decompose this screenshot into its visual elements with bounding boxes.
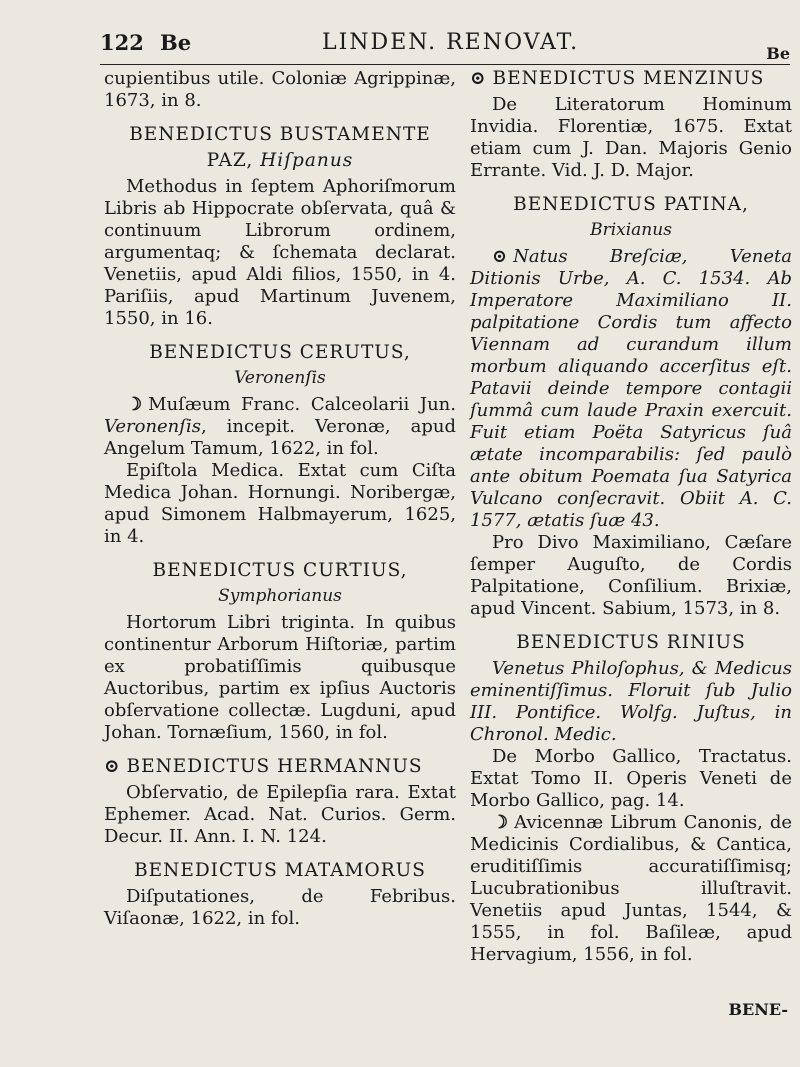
- continued-entry-text: cupientibus utile. Coloniæ Agrippinæ, 1673, in 8.: [104, 68, 456, 111]
- entry-text-part: , incepit. Veronæ, apud Angelum Tamum, 1622, in fol.: [104, 416, 456, 459]
- entry-text: Obſervatio, de Epilepſia rara. Extat Ephemer. Acad. Nat. Curios. Germ. Decur. II. Ann. I. N. 124.: [104, 782, 456, 847]
- entry-origin: Symphorianus: [218, 586, 342, 606]
- left-column: [104, 68, 456, 930]
- header-right-abbreviation: Be: [766, 44, 790, 63]
- entry-bustamente: [104, 124, 456, 330]
- entry-text: [470, 812, 792, 966]
- entry-patina: [470, 194, 792, 620]
- entry-biography: [470, 246, 792, 532]
- page-title: LINDEN. RENOVAT.: [322, 30, 580, 55]
- entry-text: [104, 394, 456, 460]
- moon-mark-icon: ☽: [126, 394, 143, 415]
- sun-mark-icon: ⊙: [470, 68, 487, 89]
- moon-mark-icon: ☽: [492, 812, 509, 833]
- entry-rinius: [470, 632, 792, 966]
- entry-text: Diſputationes, de Febribus. Viſaonæ, 1622, in fol.: [104, 886, 456, 929]
- entry-menzinus: [470, 68, 792, 182]
- entry-text: Methodus in ſeptem Aphoriſmorum Libris ab Hippocrate obſervata, quâ & continuum Librorum ordinem, argumentaq; & ſchemata declarat. Venetiis, apud Aldi filios, 1550, in 4. Pariſiis, apud Martinum Juvenem, 1550, in 16.: [104, 176, 456, 329]
- header-abbreviation: Be: [160, 30, 192, 55]
- entry-matamorus: [104, 860, 456, 930]
- entry-hermannus: [104, 756, 456, 848]
- entry-origin: Brixianus: [590, 220, 672, 240]
- sun-mark-icon: ⊙: [492, 246, 508, 267]
- entry-heading: BENEDICTUS HERMANNUS: [126, 756, 423, 777]
- entry-heading-line: [470, 68, 792, 90]
- entry-text-part: Muſæum Franc. Calceolarii Jun.: [148, 394, 456, 415]
- entry-origin: Hiſpanus: [260, 150, 354, 171]
- entry-heading: BENEDICTUS PATINA,: [513, 194, 749, 215]
- entry-heading-line: [104, 756, 456, 778]
- entry-text: Hortorum Libri triginta. In quibus continentur Arborum Hiſtoriæ, partim ex probatiſſimis quibusque Auctoribus, partim ex ipſius Auctoris obſervatione collectæ. Lugduni, apud Johan. Tornæſium, 1560, in fol.: [104, 612, 456, 743]
- entry-biography: Venetus Philoſophus, & Medicus eminentiſſimus. Floruit ſub Julio III. Pontifice. Wolfg. Juſtus, in Chronol. Medic.: [470, 658, 792, 745]
- entry-heading: BENEDICTUS MATAMORUS: [134, 860, 426, 881]
- entry-text: De Morbo Gallico, Tractatus. Extat Tomo II. Operis Veneti de Morbo Gallico, pag. 14.: [470, 746, 792, 811]
- sun-mark-icon: ⊙: [104, 756, 121, 777]
- entry-biography-text: Natus Breſciæ, Veneta Ditionis Urbe, A. C. 1534. Ab Imperatore Maximiliano II. palpitatione Cordis tum affecto Viennam ad curandum illum morbum aliquando accerſitus eſt. Patavii deinde tempore contagii ſummâ cum laude Praxin exercuit. Fuit etiam Poëta Satyricus ſuâ ætate incomparabilis: ſed paulò ante obitum Poemata ſua Satyrica Vulcano conſecravit. Obiit A. C. 1577, ætatis ſuæ 43.: [470, 246, 792, 531]
- entry-cerutus: [104, 342, 456, 548]
- entry-heading: BENEDICTUS CURTIUS,: [152, 560, 408, 581]
- running-head: [100, 30, 790, 65]
- entry-heading: BENEDICTUS CERUTUS,: [149, 342, 411, 363]
- entry-heading: BENEDICTUS BUSTAMENTE: [129, 124, 431, 145]
- entry-heading: BENEDICTUS MENZINUS: [492, 68, 765, 89]
- entry-text: De Literatorum Hominum Invidia. Florentiæ, 1675. Extat etiam cum J. Dan. Majoris Genio Errante. Vid. J. D. Major.: [470, 94, 792, 181]
- entry-text: Pro Divo Maximiliano, Cæſare ſemper Auguſto, de Cordis Palpitatione, Conſilium. Brixiæ, apud Vincent. Sabium, 1573, in 8.: [470, 532, 792, 619]
- entry-text: Epiſtola Medica. Extat cum Ciſta Medica Johan. Hornungi. Noribergæ, apud Simonem Halbmayerum, 1625, in 4.: [104, 460, 456, 547]
- entry-text-part: Avicennæ Librum Canonis, de Medicinis Cordialibus, & Cantica, eruditiſſimis accuratiſſimisq; Lucubrationibus illuſtravit. Venetiis apud Juntas, 1544, & 1555, in fol. Baſileæ, apud Hervagium, 1556, in fol.: [470, 812, 792, 965]
- entry-text-italic: Veronenſis: [104, 416, 201, 437]
- entry-heading-line-2: [104, 150, 456, 172]
- entry-origin: Veronenſis: [234, 368, 326, 388]
- entry-heading: BENEDICTUS RINIUS: [516, 632, 746, 653]
- catchword: BENE-: [728, 1000, 788, 1019]
- entry-heading-text: PAZ,: [206, 150, 254, 171]
- entry-curtius: [104, 560, 456, 744]
- page-number: 122: [100, 30, 144, 55]
- right-column: [470, 68, 792, 966]
